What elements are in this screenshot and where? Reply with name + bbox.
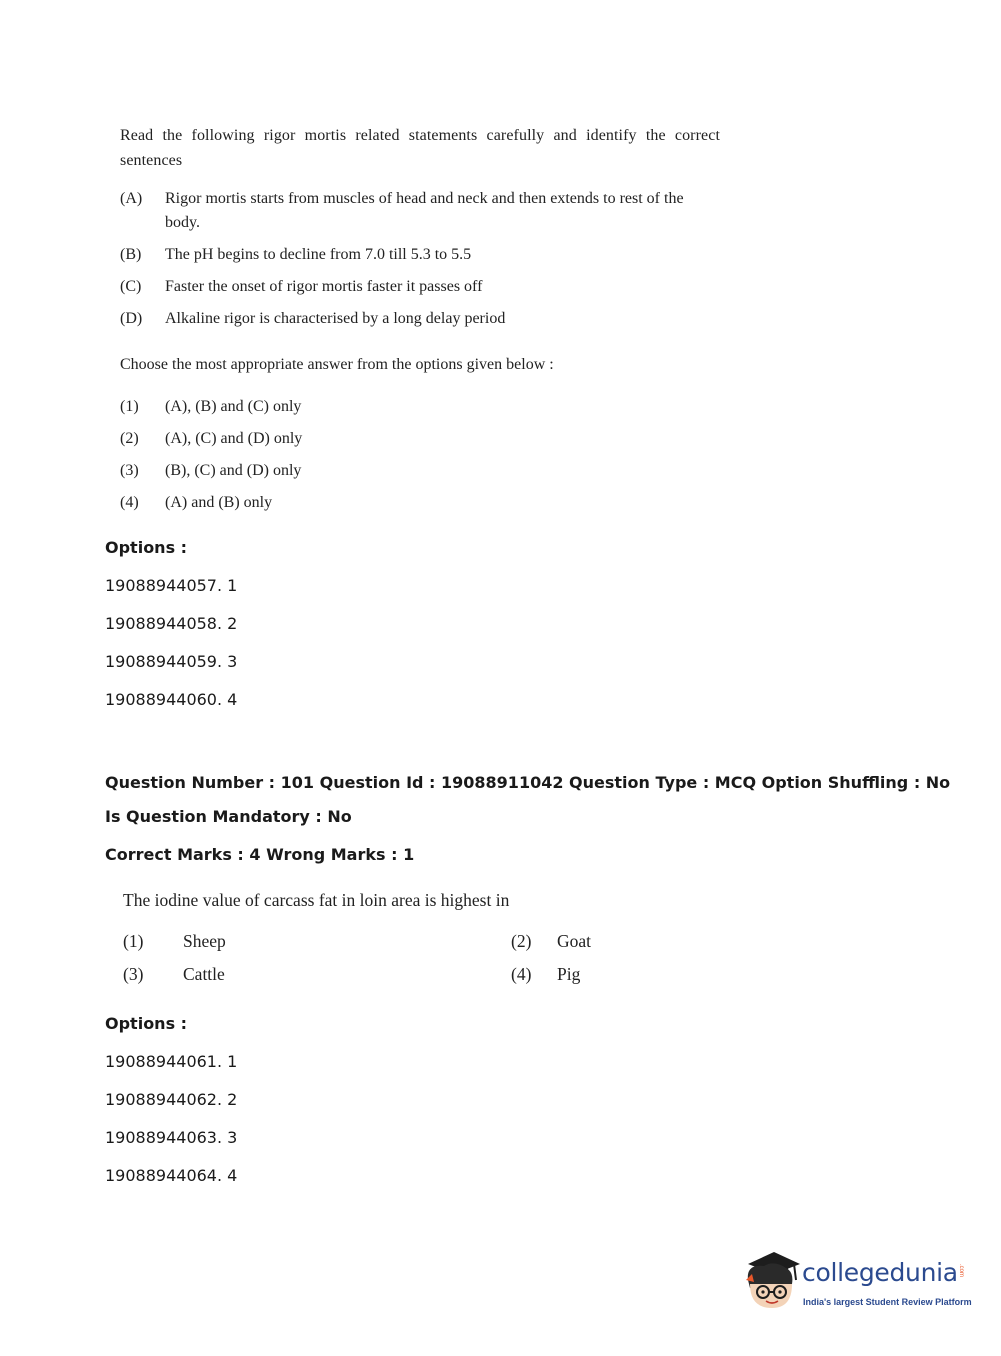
option-id-1: 19088944061. 1 [105, 1052, 238, 1071]
answer-choice-3 [123, 961, 225, 987]
statement-label: (A) [120, 190, 143, 207]
brand-suffix: .com [958, 1264, 964, 1278]
answer-text: (B), (C) and (D) only [165, 462, 302, 479]
statement-d [120, 307, 720, 331]
question-101-meta [105, 772, 950, 866]
mascot-icon [742, 1250, 802, 1320]
statement-text: Rigor mortis starts from muscles of head and neck and then extends to rest of the body. [165, 190, 684, 231]
answer-label: (4) [511, 964, 532, 984]
answer-choice-2 [120, 427, 720, 451]
choose-instruction: Choose the most appropriate answer from the options given below : [120, 356, 554, 373]
answer-text: Goat [557, 931, 592, 951]
answer-choice-2 [511, 928, 591, 954]
answer-choice-1 [120, 395, 720, 419]
option-id-3: 19088944063. 3 [105, 1128, 238, 1147]
question-stem: The iodine value of carcass fat in loin area is highest in [123, 890, 510, 910]
statement-label: (D) [120, 310, 143, 327]
statement-text: Alkaline rigor is characterised by a long delay period [165, 310, 506, 327]
option-id-1: 19088944057. 1 [105, 576, 238, 595]
brand-name: collegedunia [802, 1258, 958, 1287]
answer-label: (2) [120, 430, 139, 447]
options-list-q100 [105, 537, 237, 711]
answer-choice-4 [120, 491, 720, 515]
answer-label: (3) [120, 462, 139, 479]
answer-choice-3 [120, 459, 720, 483]
options-list-q101 [105, 1013, 237, 1187]
options-heading: Options : [105, 1014, 188, 1033]
option-id-3: 19088944059. 3 [105, 652, 238, 671]
options-heading: Options : [105, 538, 188, 557]
answer-text: (A), (C) and (D) only [165, 430, 303, 447]
answer-label: (4) [120, 494, 139, 511]
answer-choice-1 [123, 928, 226, 954]
answer-label: (1) [123, 931, 144, 951]
collegedunia-logo [742, 1250, 972, 1320]
option-id-2: 19088944058. 2 [105, 614, 238, 633]
statement-text: The pH begins to decline from 7.0 till 5.3 to 5.5 [165, 246, 472, 263]
statement-label: (C) [120, 278, 142, 295]
answer-text: Pig [557, 964, 581, 984]
answer-label: (3) [123, 964, 144, 984]
statement-label: (B) [120, 246, 142, 263]
answer-text: (A) and (B) only [165, 494, 273, 511]
option-id-4: 19088944060. 4 [105, 690, 238, 709]
option-id-4: 19088944064. 4 [105, 1166, 238, 1185]
statement-text: Faster the onset of rigor mortis faster it passes off [165, 278, 483, 295]
answer-label: (1) [120, 398, 139, 415]
answer-text: Sheep [183, 931, 226, 951]
question-info-line: Question Number : 101 Question Id : 19088911042 Question Type : MCQ Option Shuffling : No [105, 773, 951, 792]
question-100 [120, 123, 720, 523]
option-id-2: 19088944062. 2 [105, 1090, 238, 1109]
answer-text: Cattle [183, 964, 225, 984]
statement-a [120, 187, 720, 235]
brand-tagline: India's largest Student Review Platform [803, 1297, 972, 1307]
answer-choice-list [120, 395, 720, 515]
answer-text: (A), (B) and (C) only [165, 398, 302, 415]
question-stem: Read the following rigor mortis related statements carefully and identify the correct sentences [120, 127, 720, 169]
marks-line: Correct Marks : 4 Wrong Marks : 1 [105, 845, 415, 864]
answer-label: (2) [511, 931, 532, 951]
answer-choice-grid [123, 928, 623, 998]
mandatory-line: Is Question Mandatory : No [105, 807, 352, 826]
question-101 [123, 887, 623, 998]
statement-list [120, 187, 720, 331]
answer-choice-4 [511, 961, 580, 987]
statement-c [120, 275, 720, 299]
statement-b [120, 243, 720, 267]
